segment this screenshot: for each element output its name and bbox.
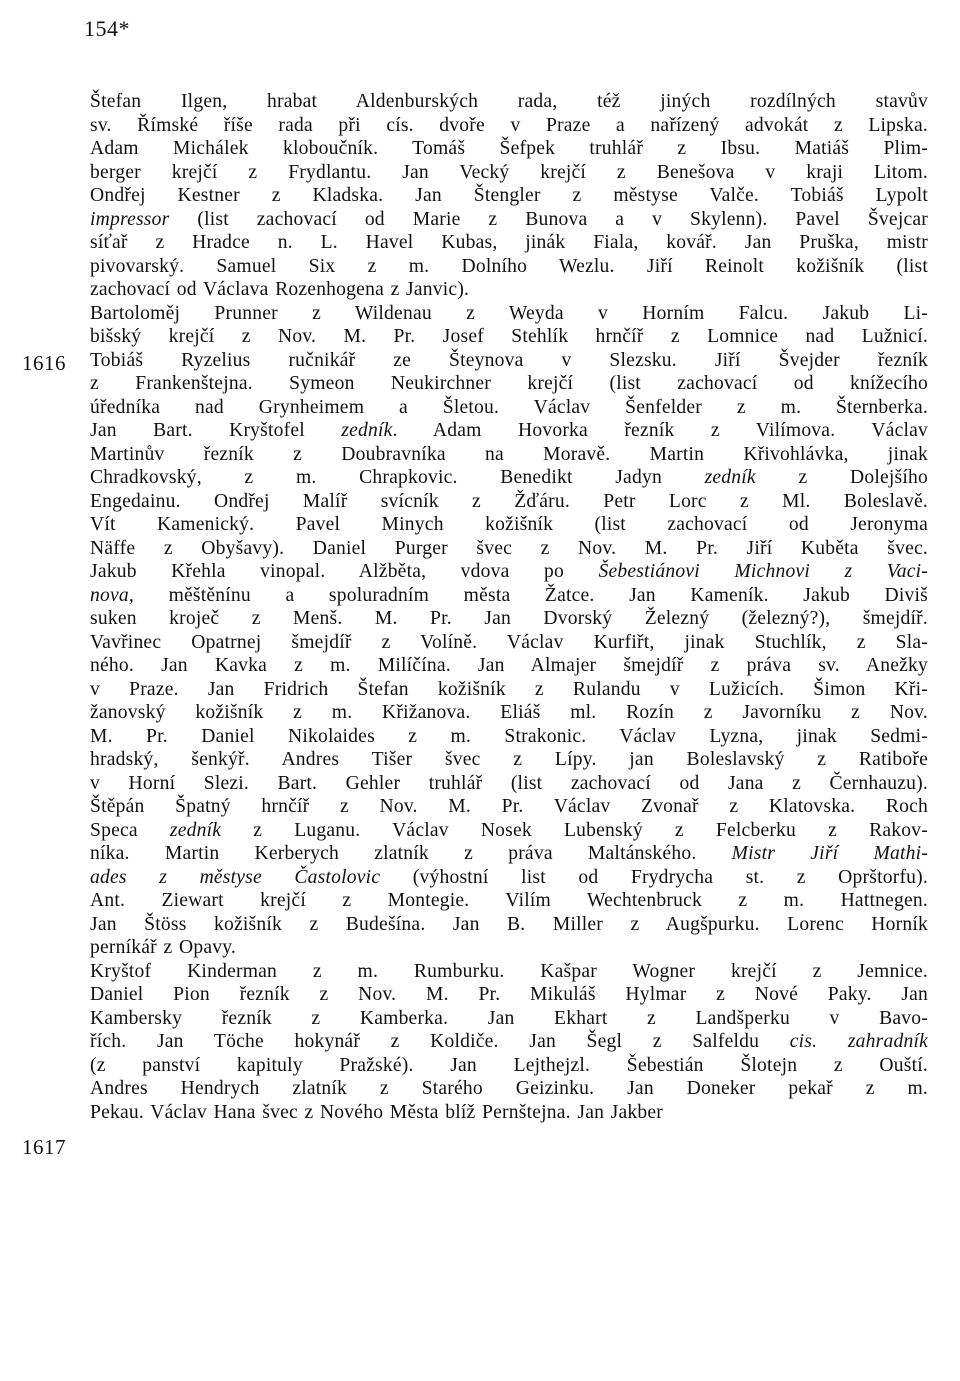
text-line — [90, 255, 928, 279]
text-segment: Ant. Ziewart krejčí z Montegie. Vilím Wechtenbruck z m. Hattnegen. — [90, 890, 928, 911]
text-line — [90, 913, 928, 937]
text-segment: Jakub Křehla vinopal. Alžběta, vdova po — [90, 561, 599, 582]
page-number: 154* — [84, 16, 130, 41]
text-line — [90, 1054, 928, 1078]
text-line — [90, 537, 928, 561]
text-line — [90, 325, 928, 349]
text-line — [90, 1007, 928, 1031]
text-segment: sv. Římské říše rada při cís. dvoře v Praze a nařízený advokát z Lipska. — [90, 114, 928, 136]
text-segment: Ondřej Kestner z Kladska. Jan Štengler z městyse Valče. Tobiáš Lypolt — [90, 185, 928, 206]
year-marker-1616: 1616 — [22, 351, 66, 375]
text-line — [90, 490, 928, 514]
text-line — [90, 842, 928, 866]
text-segment: Bartoloměj Prunner z Wildenau z Weyda v Horním Falcu. Jakub Li- — [90, 302, 928, 324]
text-line — [90, 419, 928, 443]
text-segment: (z panství kapituly Pražské). Jan Lejthejzl. Šebestián Šlotejn z Ouští. — [90, 1054, 928, 1076]
text-segment: žanovský kožišník z m. Křižanova. Eliáš ml. Rozín z Javorníku z Nov. — [90, 702, 928, 723]
text-line — [90, 208, 928, 232]
text-line — [90, 701, 928, 725]
text-segment: Kambersky řezník z Kamberka. Jan Ekhart z Landšperku v Bavo- — [90, 1007, 928, 1029]
text-segment: z Dolejšího — [755, 467, 928, 488]
text-line — [90, 466, 928, 490]
text-segment: . Adam Hovorka řezník z Vilímova. Václav — [392, 420, 929, 441]
text-segment: Vít Kamenický. Pavel Minych kožišník (list zachovací od Jeronyma — [90, 514, 928, 535]
text-segment: z Luganu. Václav Nosek Lubenský z Felcberku z Rakov- — [221, 819, 928, 841]
italic-segment: Šebestiánovi Michnovi z Vaci- — [598, 561, 928, 582]
text-line — [90, 960, 928, 984]
text-line — [90, 443, 928, 467]
text-line — [90, 819, 928, 843]
text-line — [90, 866, 928, 890]
text-line — [90, 936, 928, 960]
text-line — [90, 772, 928, 796]
text-paragraph — [90, 302, 928, 960]
text-segment: bišský krejčí z Nov. M. Pr. Josef Stehlík hrnčíř z Lomnice nad Lužnicí. — [90, 326, 928, 347]
italic-segment: Mistr Jiří Mathi- — [731, 843, 929, 864]
text-segment: Vavřinec Opatrnej šmejdíř z Volíně. Václav Kurfiřt, jinak Stuchlík, z Sla- — [90, 631, 928, 653]
text-line — [90, 372, 928, 396]
text-segment: Speca — [90, 819, 170, 841]
text-segment: (list zachovací od Marie z Bunova a v Skylenn). Pavel Švejcar — [169, 208, 928, 230]
text-segment: pivovarský. Samuel Six z m. Dolního Wezlu. Jiří Reinolt kožišník (list — [90, 255, 928, 277]
text-line — [90, 90, 928, 114]
text-segment: Daniel Pion řezník z Nov. M. Pr. Mikuláš Hylmar z Nové Paky. Jan — [90, 984, 928, 1005]
text-line — [90, 889, 928, 913]
text-line — [90, 137, 928, 161]
text-segment: Pekau. Václav Hana švec z Nového Města blíž Pernštejna. Jan Jakber — [90, 1101, 664, 1123]
text-segment: suken kroječ z Menš. M. Pr. Jan Dvorský Železný (železný?), šmejdíř. — [90, 608, 928, 629]
text-line — [90, 1077, 928, 1101]
text-paragraph — [90, 960, 928, 1125]
text-line — [90, 396, 928, 420]
text-line — [90, 607, 928, 631]
text-segment: Jan Bart. Kryštofel — [90, 420, 342, 441]
text-segment: úředníka nad Grynheimem a Šletou. Václav Šenfelder z m. Šternberka. — [90, 396, 928, 418]
text-line — [90, 748, 928, 772]
text-line — [90, 560, 928, 584]
italic-segment: cis. zahradník — [789, 1031, 928, 1052]
text-line — [90, 983, 928, 1007]
text-line — [90, 584, 928, 608]
text-line — [90, 278, 928, 302]
year-marker-1617: 1617 — [22, 1135, 66, 1159]
text-segment: Andres Hendrych zlatník z Starého Geizinku. Jan Doneker pekař z m. — [90, 1078, 928, 1099]
text-line — [90, 725, 928, 749]
text-segment: v Horní Slezi. Bart. Gehler truhlář (list zachovací od Jana z Černhauzu). — [90, 772, 928, 794]
text-segment: řích. Jan Töche hokynář z Koldiče. Jan Šegl z Salfeldu — [90, 1031, 790, 1052]
text-line — [90, 795, 928, 819]
text-segment: Jan Štöss kožišník z Budešína. Jan B. Miller z Augšpurku. Lorenc Horník — [90, 913, 928, 935]
text-segment: Tobiáš Ryzelius ručnikář ze Šteynova v Slezsku. Jiří Švejder řezník — [90, 349, 928, 371]
text-paragraph — [90, 90, 928, 302]
text-line — [90, 1030, 928, 1054]
text-segment: v Praze. Jan Fridrich Štefan kožišník z Rulandu v Lužicích. Šimon Kři- — [90, 678, 928, 700]
text-line — [90, 231, 928, 255]
text-segment: z Frankenštejna. Symeon Neukirchner krejčí (list zachovací od knížecího — [90, 373, 928, 394]
text-segment: hradský, šenkýř. Andres Tišer švec z Lípy. jan Boleslavský z Ratiboře — [90, 749, 928, 770]
text-segment: níka. Martin Kerberych zlatník z práva Maltánského. — [90, 843, 732, 864]
text-line — [90, 678, 928, 702]
text-line — [90, 349, 928, 373]
text-segment: perníkář z Opavy. — [90, 937, 237, 958]
text-segment: M. Pr. Daniel Nikolaides z m. Strakonic. Václav Lyzna, jinak Sedmi- — [90, 725, 928, 747]
text-segment: síťař z Hradce n. L. Havel Kubas, jinák Fiala, kovář. Jan Pruška, mistr — [90, 232, 928, 253]
text-line — [90, 184, 928, 208]
text-line — [90, 513, 928, 537]
italic-segment: zedník — [341, 420, 393, 441]
italic-segment: impressor — [90, 208, 170, 230]
italic-segment: nova, — [90, 584, 134, 606]
text-segment: Štěpán Špatný hrnčíř z Nov. M. Pr. Václav Zvonař z Klatovska. Roch — [90, 796, 928, 817]
text-segment: Chradkovský, z m. Chrapkovic. Benedikt Jadyn — [90, 467, 705, 488]
text-segment: Adam Michálek kloboučník. Tomáš Šefpek truhlář z Ibsu. Matiáš Plim- — [90, 138, 928, 159]
italic-segment: ades z městyse Častolovic — [90, 866, 381, 888]
text-line — [90, 654, 928, 678]
text-line — [90, 302, 928, 326]
text-segment: zachovací od Václava Rozenhogena z Janvic). — [90, 279, 470, 300]
italic-segment: zedník — [704, 467, 756, 488]
text-segment: (výhostní list od Frydrycha st. z Oprštorfu). — [380, 866, 928, 888]
text-segment: Martinův řezník z Doubravníka na Moravě. Martin Křivohlávka, jinak — [90, 443, 928, 465]
text-line — [90, 161, 928, 185]
body-text — [90, 90, 928, 1124]
text-segment: Engedainu. Ondřej Malíř svícník z Žďáru. Petr Lorc z Ml. Boleslavě. — [90, 490, 928, 512]
text-line — [90, 114, 928, 138]
text-segment: berger krejčí z Frydlantu. Jan Vecký krejčí z Benešova v kraji Litom. — [90, 161, 928, 183]
text-segment: měštěnínu a spoluradním města Žatce. Jan Kameník. Jakub Diviš — [134, 584, 928, 606]
text-segment: Näffe z Obyšavy). Daniel Purger švec z Nov. M. Pr. Jiří Kuběta švec. — [90, 537, 928, 559]
text-segment: Kryštof Kinderman z m. Rumburku. Kašpar Wogner krejčí z Jemnice. — [90, 960, 928, 982]
text-line — [90, 1101, 928, 1125]
text-segment: ného. Jan Kavka z m. Milíčína. Jan Almajer šmejdíř z práva sv. Anežky — [90, 655, 928, 676]
italic-segment: zedník — [169, 819, 222, 841]
text-segment: Štefan Ilgen, hrabat Aldenburských rada, též jiných rozdílných stavův — [90, 91, 928, 112]
text-line — [90, 631, 928, 655]
